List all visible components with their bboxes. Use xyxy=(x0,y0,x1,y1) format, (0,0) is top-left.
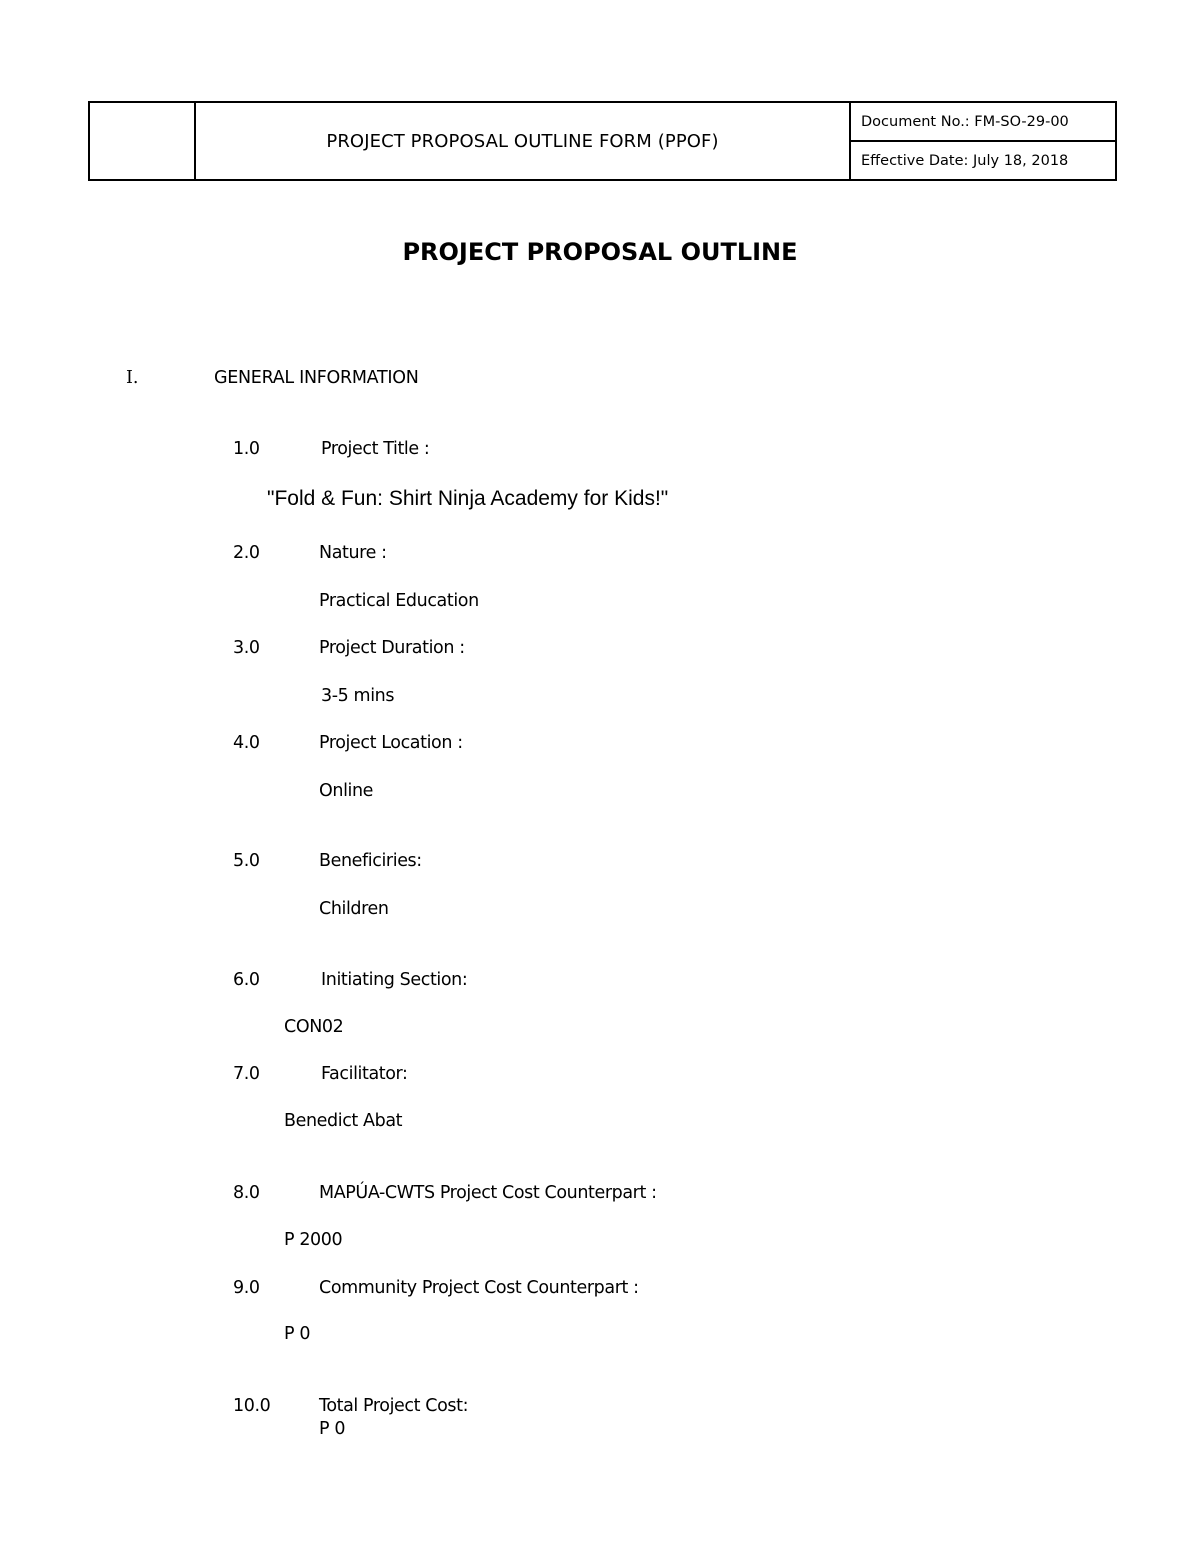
item-number: 7.0 xyxy=(233,1064,260,1084)
item-number: 8.0 xyxy=(233,1183,260,1203)
project-duration-value: 3-5 mins xyxy=(321,686,395,706)
item-number: 10.0 xyxy=(233,1396,271,1416)
form-title: PROJECT PROPOSAL OUTLINE FORM (PPOF) xyxy=(195,102,850,180)
item-label-total-project-cost: Total Project Cost: xyxy=(319,1396,469,1416)
document-header-table xyxy=(88,101,1117,181)
facilitator-value: Benedict Abat xyxy=(284,1111,403,1131)
item-label-mapua-cost-counterpart: MAPÚA-CWTS Project Cost Counterpart : xyxy=(319,1183,657,1203)
item-label-project-title: Project Title : xyxy=(321,439,430,459)
nature-value: Practical Education xyxy=(319,591,479,611)
item-label-nature: Nature : xyxy=(319,543,387,563)
community-cost-counterpart-value: P 0 xyxy=(284,1324,311,1344)
item-label-initiating-section: Initiating Section: xyxy=(321,970,468,990)
page-title: PROJECT PROPOSAL OUTLINE xyxy=(402,238,798,266)
section-heading: GENERAL INFORMATION xyxy=(214,368,419,388)
total-project-cost-value: P 0 xyxy=(319,1419,346,1439)
logo-cell xyxy=(89,102,195,180)
project-title-value: "Fold & Fun: Shirt Ninja Academy for Kids!" xyxy=(267,487,669,510)
effective-date: Effective Date: July 18, 2018 xyxy=(851,140,1115,179)
document-number: Document No.: FM-SO-29-00 xyxy=(861,113,1069,130)
item-label-community-cost-counterpart: Community Project Cost Counterpart : xyxy=(319,1278,639,1298)
item-number: 5.0 xyxy=(233,851,260,871)
item-number: 3.0 xyxy=(233,638,260,658)
item-number: 1.0 xyxy=(233,439,260,459)
mapua-cost-counterpart-value: P 2000 xyxy=(284,1230,343,1250)
item-label-facilitator: Facilitator: xyxy=(321,1064,408,1084)
beneficiaries-value: Children xyxy=(319,899,389,919)
item-label-project-location: Project Location : xyxy=(319,733,463,753)
item-label-project-duration: Project Duration : xyxy=(319,638,465,658)
section-number: I. xyxy=(126,368,139,388)
document-meta-cell xyxy=(850,102,1116,180)
item-label-beneficiaries: Beneficiries: xyxy=(319,851,422,871)
project-location-value: Online xyxy=(319,781,374,801)
item-number: 9.0 xyxy=(233,1278,260,1298)
initiating-section-value: CON02 xyxy=(284,1017,344,1037)
item-number: 6.0 xyxy=(233,970,260,990)
item-number: 2.0 xyxy=(233,543,260,563)
item-number: 4.0 xyxy=(233,733,260,753)
